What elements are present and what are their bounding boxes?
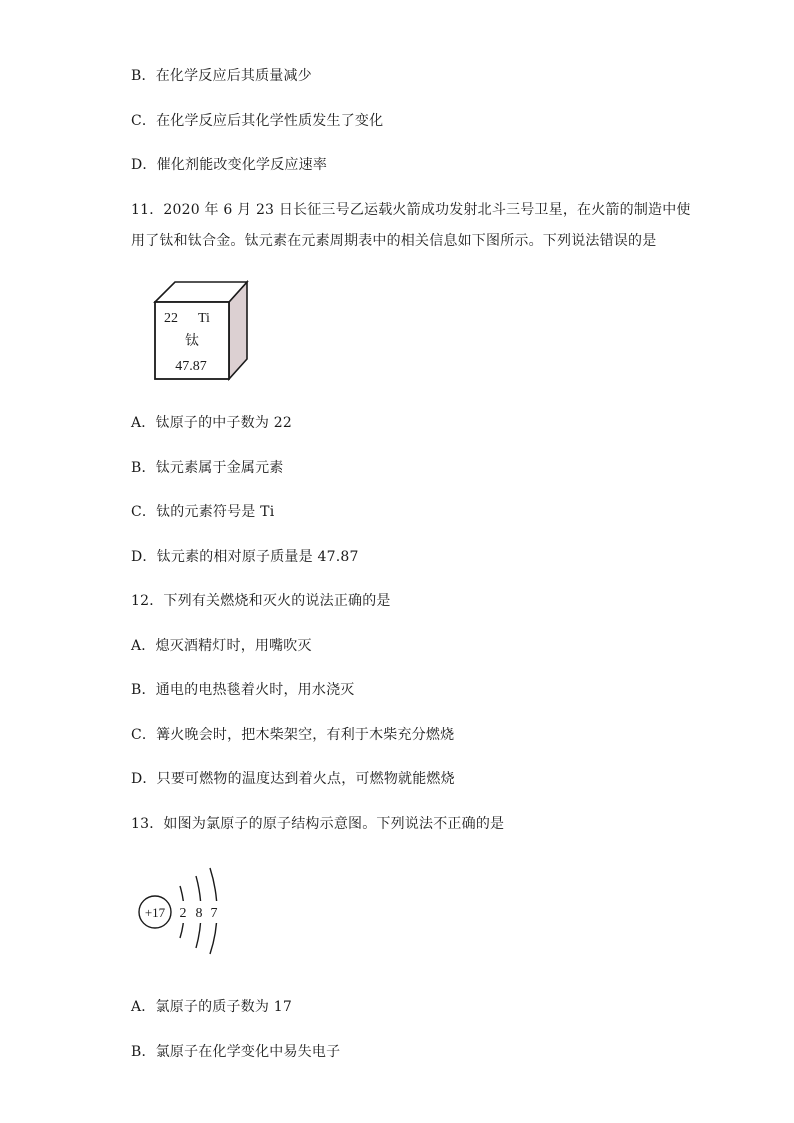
q11-option-c: C．钛的元素符号是 Ti — [131, 504, 275, 520]
q12-option-d: D．只要可燃物的温度达到着火点，可燃物就能燃烧 — [131, 771, 455, 787]
q12-option-c: C．篝火晚会时，把木柴架空，有利于木柴充分燃烧 — [131, 727, 455, 743]
q11-stem-line2: 用了钛和钛合金。钛元素在元素周期表中的相关信息如下图所示。下列说法错误的是 — [131, 233, 657, 249]
shell-1-electrons: 2 — [179, 906, 187, 921]
element-atomic-number: 22 — [164, 311, 178, 326]
q12-option-b: B．通电的电热毯着火时，用水浇灭 — [131, 682, 355, 698]
q10-option-d: D．催化剂能改变化学反应速率 — [131, 157, 328, 173]
q12-option-a: A．熄灭酒精灯时，用嘴吹灭 — [131, 638, 312, 654]
q13-option-a: A．氯原子的质子数为 17 — [131, 999, 292, 1015]
shell-3-electrons: 7 — [210, 906, 218, 921]
q13-option-b: B．氯原子在化学变化中易失电子 — [131, 1044, 341, 1060]
q10-option-b: B．在化学反应后其质量减少 — [131, 68, 312, 84]
element-name: 钛 — [185, 333, 199, 349]
q11-option-d: D．钛元素的相对原子质量是 47.87 — [131, 549, 359, 565]
q12-stem: 12．下列有关燃烧和灭火的说法正确的是 — [131, 593, 391, 609]
titanium-element-card — [150, 276, 254, 384]
shell-2-electrons: 8 — [195, 906, 203, 921]
nucleus-charge: +17 — [144, 905, 166, 920]
element-symbol: Ti — [198, 311, 210, 326]
q13-stem: 13．如图为氯原子的原子结构示意图。下列说法不正确的是 — [131, 816, 505, 832]
q11-option-b: B．钛元素属于金属元素 — [131, 460, 284, 476]
element-atomic-mass: 47.87 — [175, 359, 207, 374]
chlorine-atom-structure-diagram — [136, 862, 226, 956]
q10-option-c: C．在化学反应后其化学性质发生了变化 — [131, 113, 384, 129]
q11-option-a: A．钛原子的中子数为 22 — [131, 415, 292, 431]
q11-stem-line1: 11．2020 年 6 月 23 日长征三号乙运载火箭成功发射北斗三号卫星，在火箭的制造中使 — [131, 202, 691, 218]
